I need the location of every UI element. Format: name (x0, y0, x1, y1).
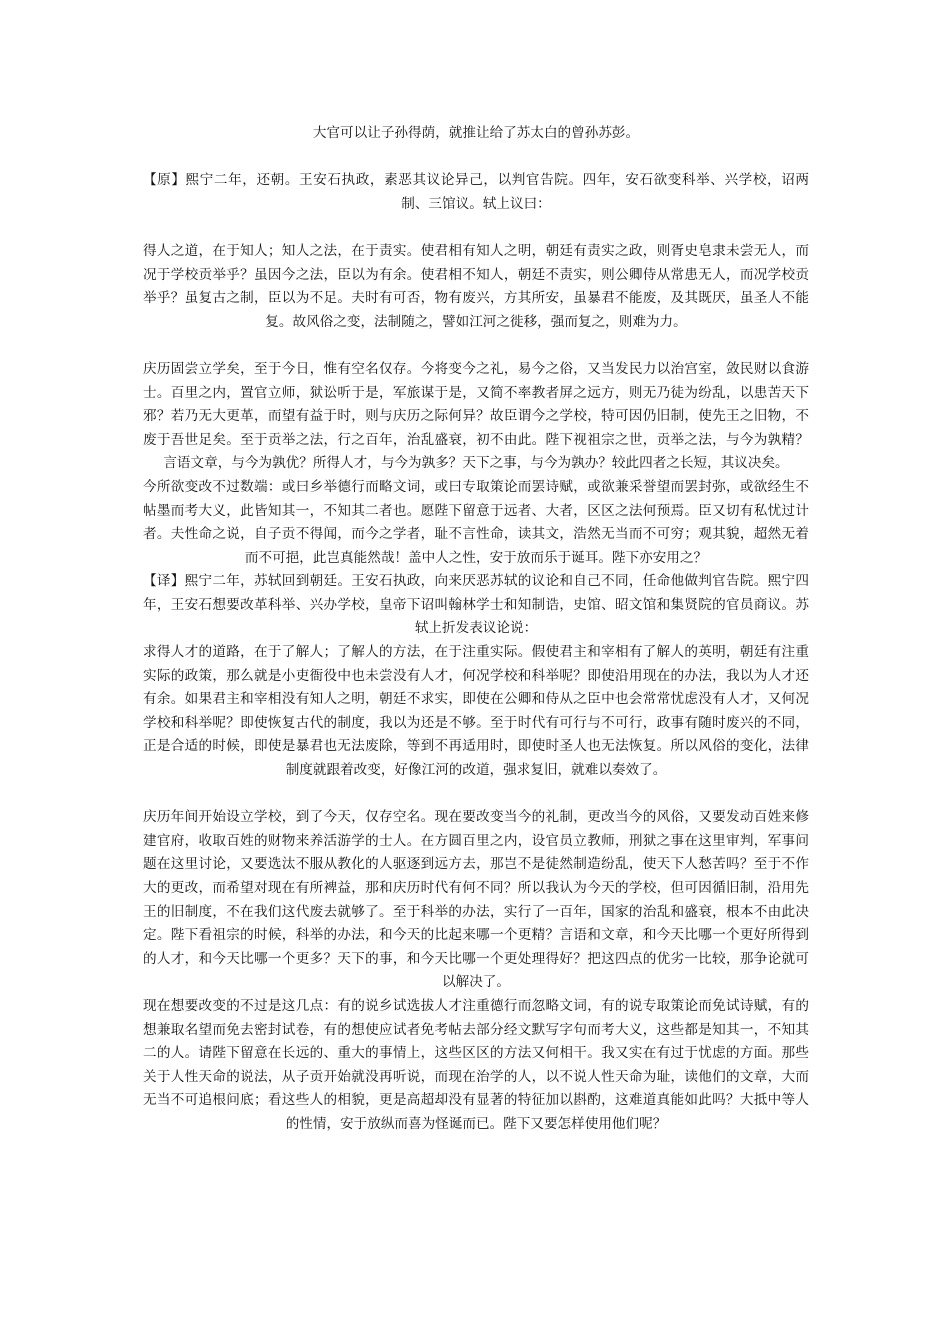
paragraph-translation-2: 庆历年间开始设立学校，到了今天，仅存空名。现在要改变当今的礼制，更改当今的风俗，又要发动百姓来修建官府，收取百姓的财物来养活游学的士人。在方圆百里之内，设官员立教师，刑狱之事在这里审判，军事问题在这里讨论，又要选汰不服从教化的人驱逐到远方去，那岂不是徒然制造纷乱，使天下人愁苦吗？至于不作大的更改，而希望对现在有所裨益，那和庆历时代有何不同？所以我认为今天的学校，但可因循旧制，沿用先王的旧制度，不在我们这代废去就够了。至于科举的办法，实行了一百年，国家的治乱和盛衰，根本不由此决定。陛下看祖宗的时候，科举的办法，和今天的比起来哪一个更精？言语和文章，和今天比哪一个更好所得到的人才，和今天比哪一个更多？天下的事，和今天比哪一个更处理得好？把这四点的优劣一比较，那争论就可以解决了。 (143, 809, 809, 991)
paragraph-original-1: 得人之道，在于知人；知人之法，在于责实。使君相有知人之明，朝廷有责实之政，则胥史皂隶未尝无人，而况于学校贡举乎？虽因今之法，臣以为有余。使君相不知人，朝廷不责实，则公卿侍从常患无人，而况学校贡举乎？虽复古之制，臣以为不足。夫时有可否，物有废兴，方其所安，虽暴君不能废，及其既厌，虽圣人不能复。故风俗之变，法制随之，譬如江河之徙移，强而复之，则难为力。 (143, 242, 809, 330)
paragraph-intro: 大官可以让子孙得荫，就推让给了苏太白的曾孙苏彭。 (312, 125, 640, 141)
paragraph-original-2: 庆历固尝立学矣，至于今日，惟有空名仅存。今将变今之礼，易今之俗，又当发民力以治宫室，敛民财以食游士。百里之内，置官立师，狱讼听于是，军旅谋于是，又简不率教者屏之远方，则无乃徒为纷乱，以患苦天下邪？若乃无大更革，而望有益于时，则与庆历之际何异？故臣谓今之学校，特可因仍旧制，使先王之旧物，不废于吾世足矣。至于贡举之法，行之百年，治乱盛衰，初不由此。陛下视祖宗之世，贡举之法，与今为孰精？言语文章，与今为孰优？所得人才，与今为孰多？天下之事，与今为孰办？较此四者之长短，其议决矣。 (143, 360, 809, 472)
spacer (143, 146, 809, 170)
spacer (143, 334, 809, 358)
spacer (143, 216, 809, 240)
paragraph-original-heading: 【原】熙宁二年，还朝。王安石执政，素恶其议论异己，以判官告院。四年，安石欲变科举、兴学校，诏两制、三馆议。轼上议曰： (143, 172, 809, 212)
paragraph-translation-3: 现在想要改变的不过是这几点：有的说乡试选拔人才注重德行而忽略文词，有的说专取策论而免试诗赋，有的想兼取名望而免去密封试卷，有的想使应试者免考帖去部分经文默写字句而考大义，这些都是知其一，不知其二的人。请陛下留意在长远的、重大的事情上，这些区区的方法又何相干。我又实在有过于忧虑的方面。那些关于人性天命的说法，从子贡开始就没再听说，而现在治学的人，以不说人性天命为耻，读他们的文章，大而无当不可追根问底；看这些人的相貌，更是高超却没有显著的特征加以斟酌，这难道真能如此吗？大抵中等人的性情，安于放纵而喜为怪诞而已。陛下又要怎样使用他们呢？ (143, 997, 809, 1132)
spacer (143, 783, 809, 807)
paragraph-original-3: 今所欲变改不过数端：或曰乡举德行而略文词，或曰专取策论而罢诗赋，或欲兼采誉望而罢封弥，或欲经生不帖墨而考大义，此皆知其一，不知其二者也。愿陛下留意于远者、大者，区区之法何预焉。臣又切有私忧过计者。夫性命之说，自子贡不得闻，而今之学者，耻不言性命，读其文，浩然无当而不可穷；观其貌，超然无着而不可挹，此岂真能然哉！盖中人之性，安于放而乐于诞耳。陛下亦安用之？ (143, 478, 809, 566)
paragraph-translation-heading: 【译】熙宁二年，苏轼回到朝廷。王安石执政，向来厌恶苏轼的议论和自己不同，任命他做判官告院。熙宁四年，王安石想要改革科举、兴办学校，皇帝下诏叫翰林学士和知制诰，史馆、昭文馆和集贤院的官员商议。苏轼上折发表议论说： (143, 573, 809, 637)
paragraph-translation-1: 求得人才的道路，在于了解人；了解人的方法，在于注重实际。假使君主和宰相有了解人的英明，朝廷有注重实际的政策，那么就是小吏衙役中也未尝没有人才，何况学校和科举呢？即使沿用现在的办法，我以为人才还有余。如果君主和宰相没有知人之明，朝廷不求实，即使在公卿和侍从之臣中也会常常忧虑没有人才，又何况学校和科举呢？即使恢复古代的制度，我以为还是不够。至于时代有可行与不可行，政事有随时废兴的不同，正是合适的时候，即使是暴君也无法废除，等到不再适用时，即使时圣人也无法恢复。所以风俗的变化，法律制度就跟着改变，好像江河的改道，强求复旧，就难以奏效了。 (143, 644, 809, 779)
document-body (143, 122, 809, 1137)
